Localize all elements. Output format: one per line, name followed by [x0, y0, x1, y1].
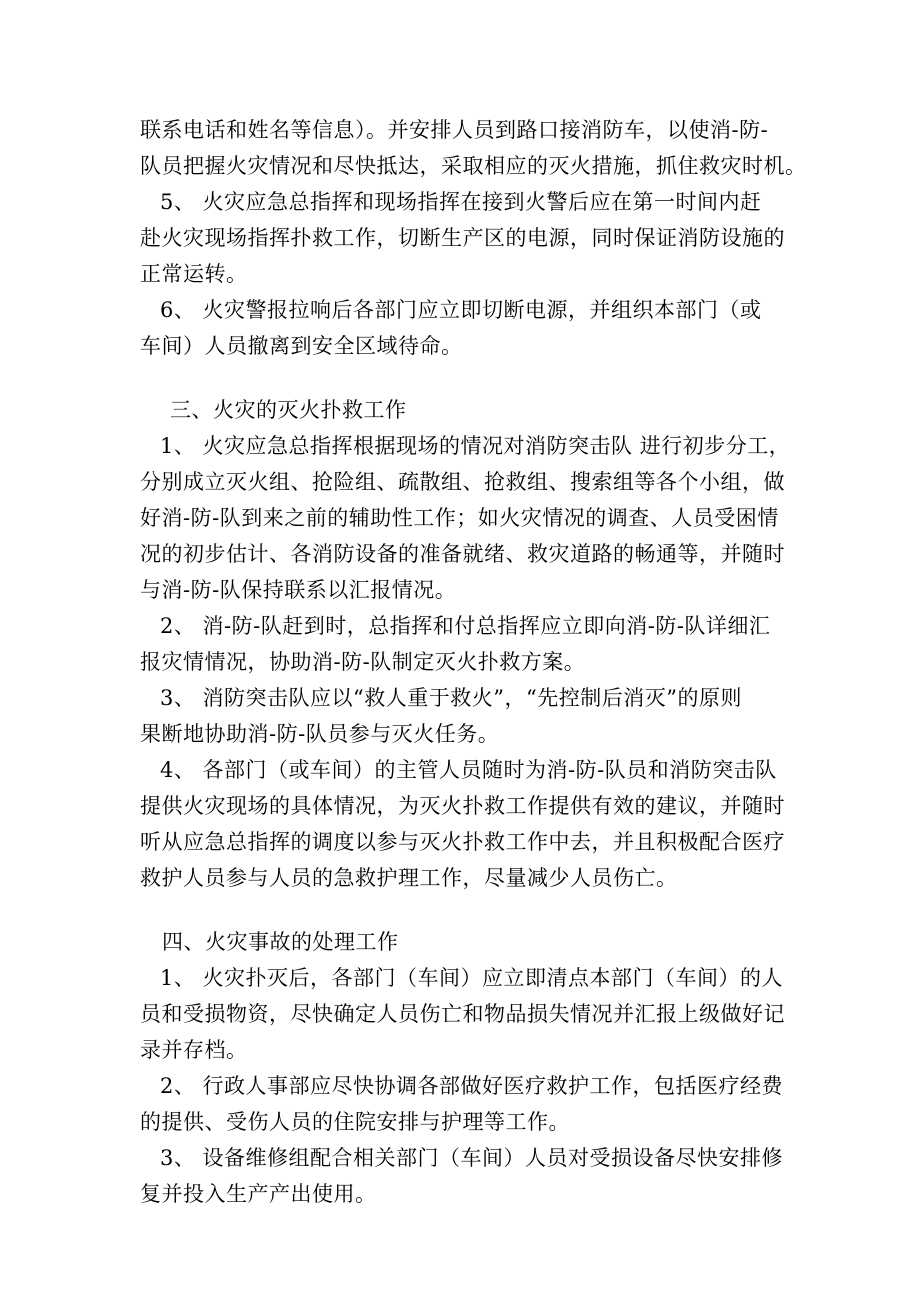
text-line: 与消-防-队保持联系以汇报情况。: [140, 578, 457, 602]
section-heading: 四、火灾事故的处理工作: [162, 930, 399, 954]
text-line: 救护人员参与人员的急救护理工作，尽量减少人员伤亡。: [140, 866, 678, 890]
text-line: 联系电话和姓名等信息）。并安排人员到路口接消防车，以使消-防-: [140, 118, 769, 142]
text-line: 5、 火灾应急总指挥和现场指挥在接到火警后应在第一时间内赶: [160, 190, 762, 214]
text-line: 好消-防-队到来之前的辅助性工作；如火灾情况的调查、人员受困情: [140, 506, 779, 530]
text-line: 4、 各部门（或车间）的主管人员随时为消-防-队员和消防突击队: [160, 758, 777, 782]
text-line: 录并存档。: [140, 1038, 248, 1062]
text-line: 2、 行政人事部应尽快协调各部做好医疗救护工作，包括医疗经费: [160, 1074, 784, 1098]
text-line: 3、 设备维修组配合相关部门（车间）人员对受损设备尽快安排修: [160, 1146, 784, 1170]
text-line: 车间）人员撤离到安全区域待命。: [140, 334, 463, 358]
text-line: 队员把握火灾情况和尽快抵达，采取相应的灭火措施，抓住救灾时机。: [140, 154, 807, 178]
text-line: 1、 火灾扑灭后，各部门（车间）应立即清点本部门（车间）的人: [160, 966, 784, 990]
text-line: 报灾情情况，协助消-防-队制定灭火扑救方案。: [140, 650, 586, 674]
text-line: 2、 消-防-队赶到时，总指挥和付总指挥应立即向消-防-队详细汇: [160, 614, 771, 638]
text-line: 分别成立灭火组、抢险组、疏散组、抢救组、搜索组等各个小组，做: [140, 470, 785, 494]
text-line: 员和受损物资，尽快确定人员伤亡和物品损失情况并汇报上级做好记: [140, 1002, 785, 1026]
text-line: 的提供、受伤人员的住院安排与护理等工作。: [140, 1110, 570, 1134]
text-line: 赴火灾现场指挥扑救工作，切断生产区的电源，同时保证消防设施的: [140, 226, 785, 250]
text-line: 听从应急总指挥的调度以参与灭火扑救工作中去，并且积极配合医疗: [140, 830, 785, 854]
text-line: 正常运转。: [140, 262, 248, 286]
text-line: 提供火灾现场的具体情况，为灭火扑救工作提供有效的建议，并随时: [140, 794, 785, 818]
text-line: 况的初步估计、各消防设备的准备就绪、救灾道路的畅通等，并随时: [140, 542, 785, 566]
text-line: 复并投入生产产出使用。: [140, 1182, 377, 1206]
text-line: 6、 火灾警报拉响后各部门应立即切断电源，并组织本部门（或: [160, 298, 762, 322]
text-line: 果断地协助消-防-队员参与灭火任务。: [140, 722, 500, 746]
text-line: 1、 火灾应急总指挥根据现场的情况对消防突击队 进行初步分工，: [160, 434, 791, 458]
text-line: 3、 消防突击队应以“救人重于救火”，“先控制后消灭”的原则: [160, 686, 742, 710]
section-heading: 三、火灾的灭火扑救工作: [170, 398, 407, 422]
